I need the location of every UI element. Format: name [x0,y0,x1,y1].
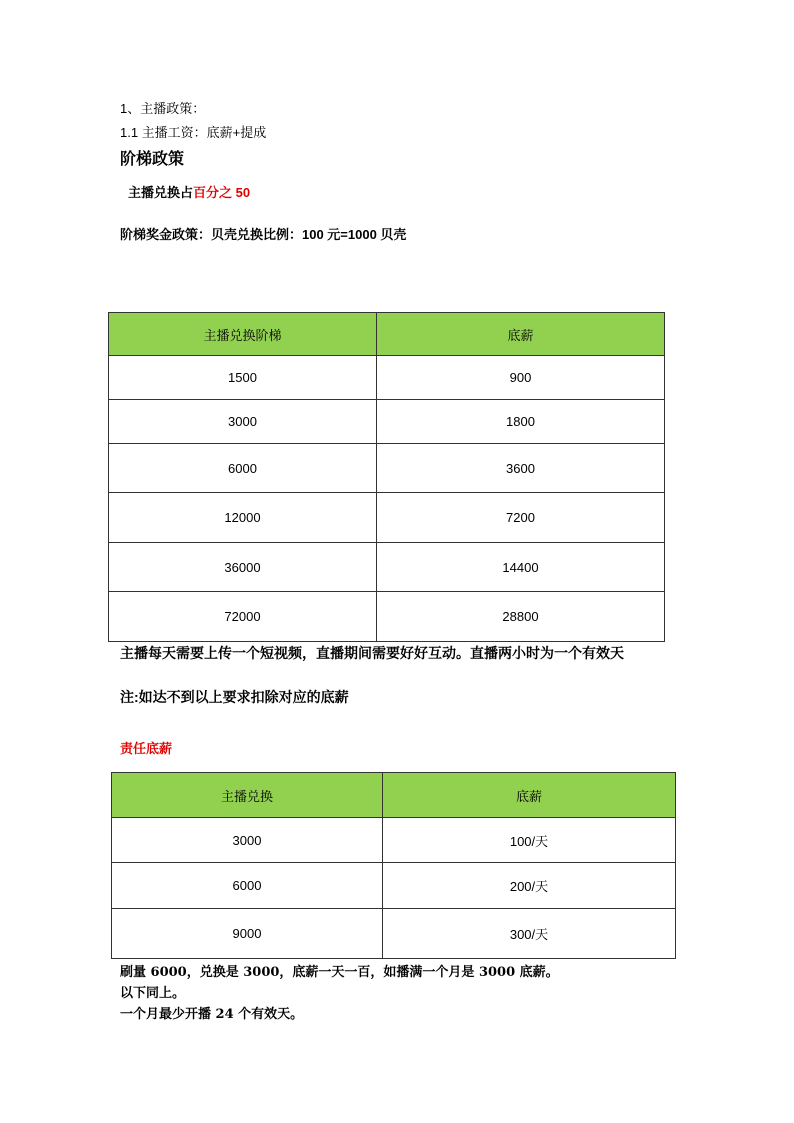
table-cell: 28800 [377,592,665,642]
tier-policy-heading: 阶梯政策 [120,151,185,168]
table-row [109,356,665,400]
table-header-row [112,773,676,818]
table-cell: 9000 [112,909,383,959]
column-header: 主播兑换 [112,773,383,818]
bonus-policy-line: 阶梯奖金政策：贝壳兑换比例：100 元=1000 贝壳 [120,227,407,242]
table-cell: 900 [377,356,665,400]
table-row [109,493,665,543]
exchange-prefix: 主播兑换占 [128,185,194,200]
table-cell: 6000 [112,863,383,909]
column-header: 底薪 [383,773,676,818]
salary-structure: 1.1 主播工资：底薪+提成 [120,125,267,140]
table-row [112,863,676,909]
tier-salary-table [108,312,665,642]
table-row [109,444,665,493]
table-row [112,818,676,863]
table-row [109,592,665,642]
table-cell: 1800 [377,400,665,444]
table-cell: 1500 [109,356,377,400]
exchange-ratio-line [128,182,250,201]
table-cell: 12000 [109,493,377,543]
requirement-note: 主播每天需要上传一个短视频，直播期间需要好好互动。直播两小时为一个有效天 [120,646,624,662]
table-cell: 3600 [377,444,665,493]
responsibility-salary-table [111,772,676,959]
table-cell: 200/天 [383,863,676,909]
table-row [112,909,676,959]
table-row [109,543,665,592]
column-header: 主播兑换阶梯 [109,313,377,356]
table-cell: 3000 [109,400,377,444]
exchange-highlight: 百分之 50 [193,185,251,200]
minimum-days-note: 一个月最少开播 24 个有效天。 [120,1007,304,1022]
table-cell: 36000 [109,543,377,592]
same-below-note: 以下同上。 [120,986,186,1001]
table-header-row [109,313,665,356]
example-note: 刷量 6000，兑换是 3000，底薪一天一百，如播满一个月是 3000 底薪。 [120,965,559,980]
table-cell: 72000 [109,592,377,642]
table-cell: 14400 [377,543,665,592]
table-cell: 6000 [109,444,377,493]
table-cell: 100/天 [383,818,676,863]
policy-title: 1、主播政策： [120,101,206,116]
table-cell: 3000 [112,818,383,863]
table-cell: 7200 [377,493,665,543]
column-header: 底薪 [377,313,665,356]
deduction-warning: 注:如达不到以上要求扣除对应的底薪 [120,689,349,705]
table-row [109,400,665,444]
table-cell: 300/天 [383,909,676,959]
responsibility-salary-heading: 责任底薪 [120,741,173,756]
